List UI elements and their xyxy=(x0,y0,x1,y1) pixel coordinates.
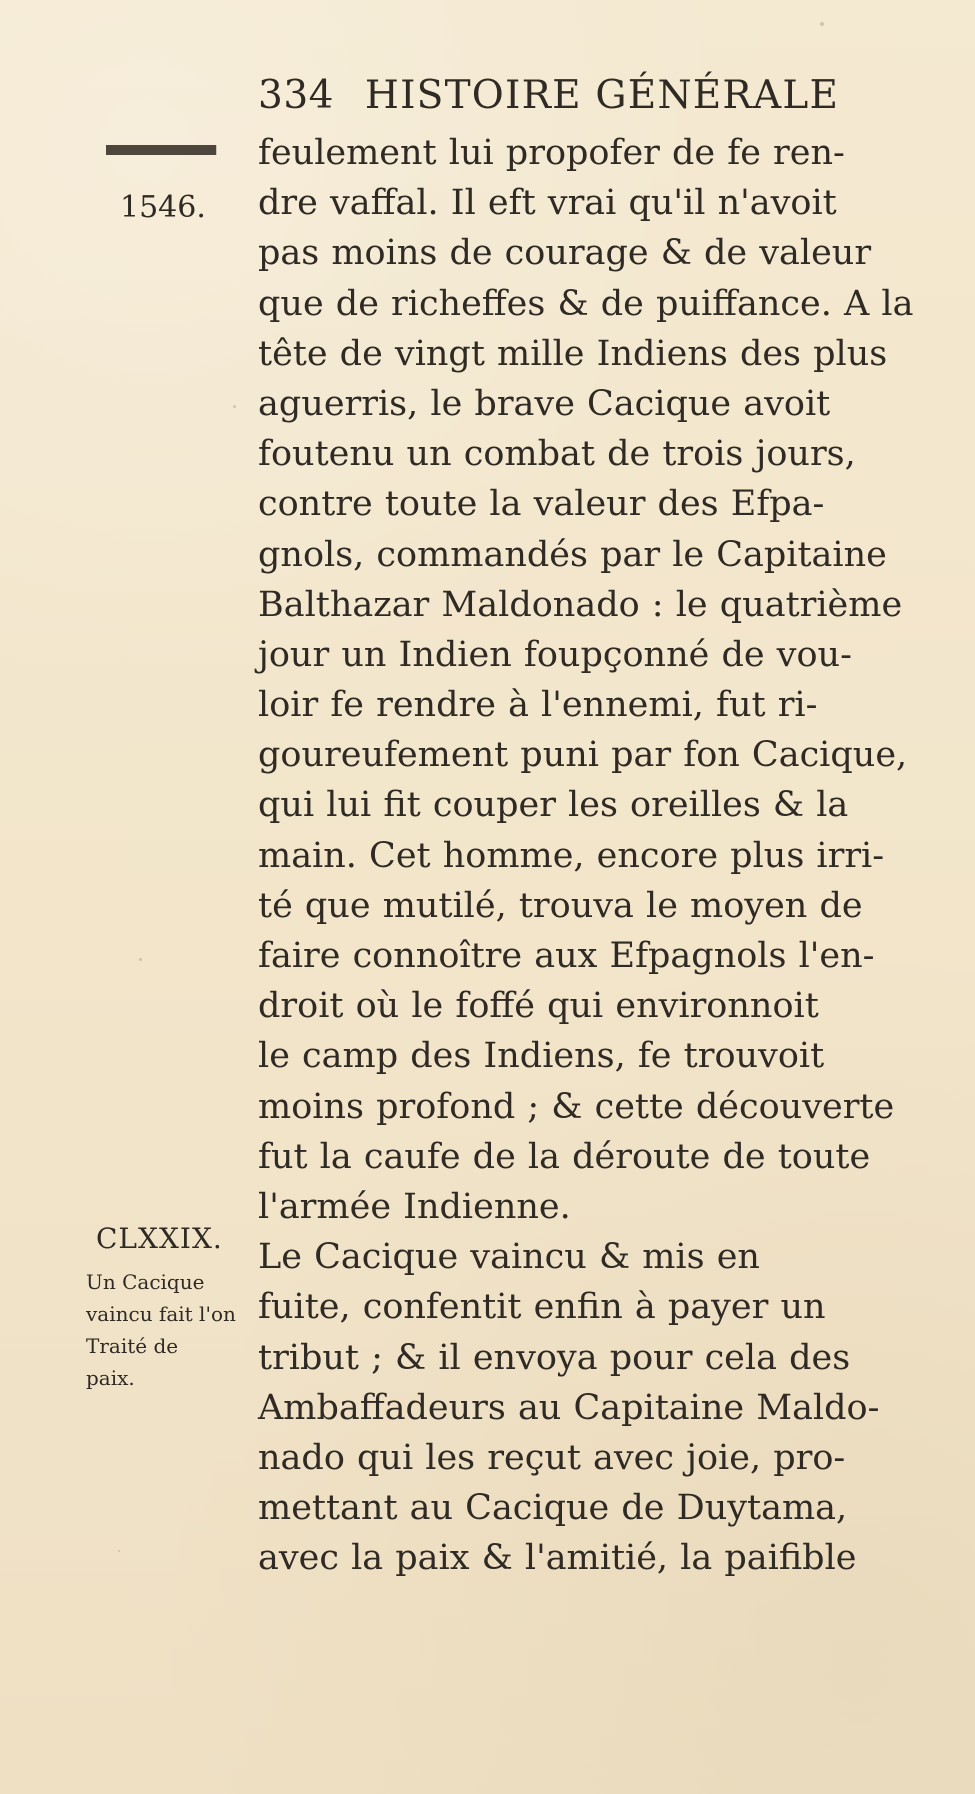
text-line: Le Cacique vaincu & mis en xyxy=(258,1237,760,1278)
page-number: 334 xyxy=(258,73,334,118)
paper-speck xyxy=(118,1550,120,1552)
paper-speck xyxy=(139,958,142,961)
text-line: pas moins de courage & de valeur xyxy=(258,233,872,274)
margin-note xyxy=(86,1266,236,1394)
paper-speck xyxy=(820,22,824,26)
text-line: l'armée Indienne. xyxy=(258,1186,571,1227)
main-text xyxy=(258,128,926,1583)
text-line: que de richeffes & de puiffance. A la xyxy=(258,283,914,324)
text-line: feulement lui propofer de fe ren- xyxy=(258,133,845,173)
text-line: le camp des Indiens, fe trouvoit xyxy=(258,1036,825,1077)
margin-note-line: Traité de xyxy=(86,1334,179,1358)
margin-note-line: paix. xyxy=(86,1366,135,1390)
text-line: tribut ; & il envoya pour cela des xyxy=(258,1337,851,1378)
text-line: avec la paix & l'amitié, la paifible xyxy=(258,1538,857,1579)
running-header xyxy=(258,74,898,118)
text-line: main. Cet homme, encore plus irri- xyxy=(258,835,885,876)
text-line: Ambaffadeurs au Capitaine Maldo- xyxy=(258,1387,880,1428)
text-line: contre toute la valeur des Efpa- xyxy=(258,484,825,525)
margin-note-line: Un Cacique xyxy=(86,1270,205,1294)
running-title: HISTOIRE GÉNÉRALE xyxy=(364,73,840,118)
text-line: loir fe rendre à l'ennemi, fut ri- xyxy=(258,685,818,726)
text-line: fuite, confentit enfin à payer un xyxy=(258,1287,826,1328)
section-number: CLXXIX. xyxy=(96,1222,223,1255)
text-line: foutenu un combat de trois jours, xyxy=(258,434,856,475)
text-line: aguerris, le brave Cacique avoit xyxy=(258,383,831,424)
text-line: tête de vingt mille Indiens des plus xyxy=(258,333,888,374)
text-line: jour un Indien foupçonné de vou- xyxy=(258,634,852,675)
text-line: Balthazar Maldonado : le quatrième xyxy=(258,584,903,625)
text-line: té que mutilé, trouva le moyen de xyxy=(258,885,863,926)
text-line: droit où le foffé qui environnoit xyxy=(258,986,819,1027)
text-line: moins profond ; & cette découverte xyxy=(258,1086,895,1127)
margin-ornament xyxy=(102,145,220,155)
text-line: gnols, commandés par le Capitaine xyxy=(258,534,887,575)
text-line: goureufement puni par fon Cacique, xyxy=(258,735,908,776)
text-line: fut la caufe de la déroute de toute xyxy=(258,1136,871,1177)
text-line: nado qui les reçut avec joie, pro- xyxy=(258,1437,846,1478)
text-line: dre vaffal. Il eft vrai qu'il n'avoit xyxy=(258,183,837,224)
text-line: qui lui fit couper les oreilles & la xyxy=(258,785,849,826)
paper-speck xyxy=(233,405,236,408)
margin-note-line: vaincu fait l'on xyxy=(86,1302,236,1326)
text-line: mettant au Cacique de Duytama, xyxy=(258,1488,848,1529)
margin-year: 1546. xyxy=(120,190,206,225)
text-line: faire connoître aux Efpagnols l'en- xyxy=(258,936,875,976)
